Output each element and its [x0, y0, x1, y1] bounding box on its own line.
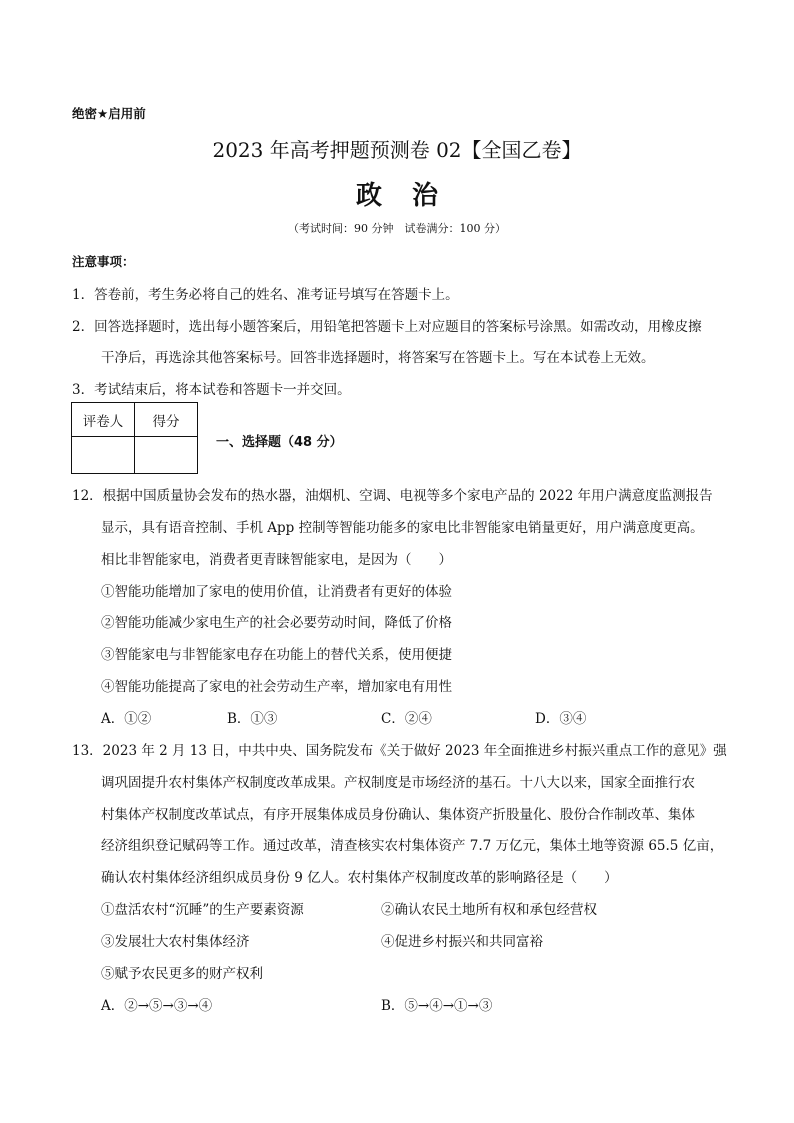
exam-title: 2023 年高考押题预测卷 02【全国乙卷】: [212, 138, 582, 162]
subject-title: 政治: [355, 181, 468, 211]
option-a: A．①②: [101, 711, 152, 727]
question-stem-line: 相比非智能家电，消费者更青睐智能家电，是因为（ ）: [101, 552, 452, 568]
question-stem-line: 12．根据中国质量协会发布的热水器，油烟机、空调、电视等多个家电产品的 2022 年用户满意度监测报告: [72, 488, 713, 504]
statement: ①智能功能增加了家电的使用价值，让消费者有更好的体验: [101, 584, 452, 600]
section-title: 一、选择题（48 分）: [216, 435, 343, 450]
statement: ②智能功能减少家电生产的社会必要劳动时间，降低了价格: [101, 615, 452, 631]
option-d: D．③④: [535, 711, 587, 727]
question-stem-line: 经济组织登记赋码等工作。通过改革，清查核实农村集体资产 7.7 万亿元，集体土地等资源 65.5 亿亩，: [101, 838, 724, 854]
score-table-grader-cell: [72, 437, 135, 474]
statement: ⑤赋予农民更多的财产权利: [101, 966, 263, 982]
question-stem-line: 村集体产权制度改革试点，有序开展集体成员身份确认、集体资产折股量化、股份合作制改革、集体: [101, 807, 695, 823]
option-a: A．②→⑤→③→④: [101, 998, 213, 1014]
notice-item: 1．答卷前，考生务必将自己的姓名、准考证号填写在答题卡上。: [72, 287, 459, 303]
notice-item: 3．考试结束后，将本试卷和答题卡一并交回。: [72, 382, 351, 398]
statement: ②确认农民土地所有权和承包经营权: [381, 902, 597, 918]
question-stem-line: 显示，具有语音控制、手机 App 控制等智能功能多的家电比非智能家电销量更好，用户满意度更高。: [101, 520, 704, 536]
statement: ③发展壮大农村集体经济: [101, 934, 250, 950]
score-table-header-grader: 评卷人: [72, 403, 135, 437]
statement: ④智能功能提高了家电的社会劳动生产率，增加家电有用性: [101, 679, 452, 695]
exam-info: （考试时间：90 分钟 试卷满分：100 分）: [288, 222, 506, 235]
notice-item: 干净后，再选涂其他答案标号。回答非选择题时，将答案写在答题卡上。写在本试卷上无效。: [101, 350, 655, 366]
question-stem-line: 调巩固提升农村集体产权制度改革成果。产权制度是市场经济的基石。十八大以来，国家全面推行农: [101, 775, 695, 791]
option-b: B．⑤→④→①→③: [381, 998, 493, 1014]
statement: ③智能家电与非智能家电存在功能上的替代关系，使用便捷: [101, 647, 452, 663]
question-stem-line: 13．2023 年 2 月 13 日，中共中央、国务院发布《关于做好 2023 年全面推进乡村振兴重点工作的意见》强: [72, 743, 727, 759]
notice-item: 2．回答选择题时，选出每小题答案后，用铅笔把答题卡上对应题目的答案标号涂黑。如需改动，用橡皮擦: [72, 319, 702, 335]
statement: ①盘活农村“沉睡”的生产要素资源: [101, 902, 304, 918]
score-table-header-score: 得分: [135, 403, 198, 437]
statement: ④促进乡村振兴和共同富裕: [381, 934, 543, 950]
question-stem-line: 确认农村集体经济组织成员身份 9 亿人。农村集体产权制度改革的影响路径是（ ）: [101, 870, 618, 886]
score-table-score-cell: [135, 437, 198, 474]
option-b: B．①③: [227, 711, 278, 727]
option-c: C．②④: [381, 711, 432, 727]
notice-heading: 注意事项：: [72, 254, 135, 269]
score-table: [71, 402, 198, 474]
secret-label: 绝密★启用前: [72, 106, 146, 121]
